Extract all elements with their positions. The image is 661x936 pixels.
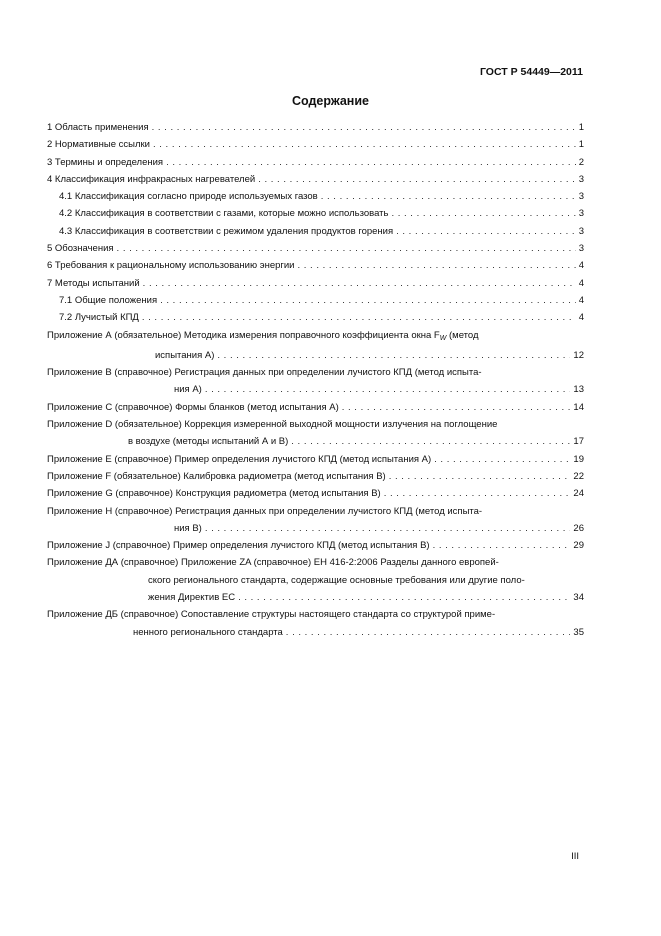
toc-appendix-db[interactable] xyxy=(47,606,584,641)
appendix-continuation: ненного регионального стандарта xyxy=(133,626,283,638)
toc-entry[interactable] xyxy=(47,188,584,205)
toc-entry-page: 3 xyxy=(578,191,584,203)
appendix-title-end: (метод xyxy=(446,329,479,341)
leader-dots xyxy=(142,309,576,326)
toc-entry-page: 22 xyxy=(573,470,584,482)
toc-entry-page: 14 xyxy=(573,401,584,413)
toc-appendix-da[interactable] xyxy=(47,554,584,606)
toc-entry-page: 3 xyxy=(578,243,584,255)
leader-dots xyxy=(205,520,571,537)
toc-appendix-a[interactable] xyxy=(47,327,584,365)
toc-entry[interactable] xyxy=(47,309,584,326)
appendix-title: Приложение С (справочное) Формы бланков (метод испытания А) xyxy=(47,401,339,413)
toc-appendix-j[interactable] xyxy=(47,537,584,554)
appendix-continuation: ского регионального стандарта, содержащие основные требования или другие поло- xyxy=(148,574,525,586)
appendix-title: Приложение E (справочное) Пример определения лучистого КПД (метод испытания А) xyxy=(47,453,432,465)
leader-dots xyxy=(391,205,575,222)
toc-appendix-f[interactable] xyxy=(47,468,584,485)
toc-entry-page: 26 xyxy=(573,522,584,534)
toc-entry-page: 1 xyxy=(578,122,584,133)
appendix-subscript: W xyxy=(439,334,447,342)
toc-entry-page: 13 xyxy=(573,384,584,396)
toc-entry-page: 4 xyxy=(578,294,584,306)
page-number: III xyxy=(571,851,579,862)
document-id: ГОСТ Р 54449—2011 xyxy=(479,66,583,78)
toc-entry[interactable] xyxy=(47,257,584,274)
leader-dots xyxy=(166,154,576,171)
leader-dots xyxy=(217,347,570,364)
toc-entry[interactable] xyxy=(47,136,584,153)
toc-appendix-c[interactable] xyxy=(47,399,584,416)
toc-entry-page: 2 xyxy=(578,156,584,168)
toc-entry[interactable] xyxy=(47,205,584,222)
toc-entry-label: 4 Классификация инфракрасных нагревателей xyxy=(47,173,256,185)
toc-entry-page: 3 xyxy=(578,225,584,237)
toc-entry[interactable] xyxy=(47,171,584,188)
toc-entry-page: 34 xyxy=(573,592,584,604)
toc-entry-label: 7 Методы испытаний xyxy=(47,277,140,289)
toc-entry-label: 3 Термины и определения xyxy=(47,156,164,168)
toc-entry-page: 24 xyxy=(573,488,584,500)
appendix-title: Приложение F (обязательное) Калибровка радиометра (метод испытания В) xyxy=(47,470,386,482)
leader-dots xyxy=(342,399,571,416)
toc-entry-page: 4 xyxy=(578,312,584,324)
toc-entry[interactable] xyxy=(47,223,584,240)
toc-appendix-e[interactable] xyxy=(47,451,584,468)
leader-dots xyxy=(389,468,571,485)
leader-dots xyxy=(258,171,576,188)
appendix-title: Приложение А (обязательное) Методика измерения поправочного коэффициента окна F xyxy=(47,329,440,341)
appendix-title: Приложение J (справочное) Пример определения лучистого КПД (метод испытания В) xyxy=(47,540,430,552)
toc-entry-page: 1 xyxy=(578,139,584,151)
toc-entry-label: 6 Требования к рациональному использованию энергии xyxy=(47,260,295,272)
toc-entry-page: 35 xyxy=(573,626,584,638)
appendix-continuation: в воздухе (методы испытаний А и В) xyxy=(128,436,289,448)
appendix-continuation: ния А) xyxy=(174,384,202,396)
appendix-title: Приложение В (справочное) Регистрация данных при определении лучистого КПД (метод испыта- xyxy=(47,367,482,379)
appendix-continuation: ния В) xyxy=(174,522,202,534)
leader-dots xyxy=(153,136,576,153)
appendix-continuation: испытания А) xyxy=(155,349,215,361)
appendix-title: Приложение D (обязательное) Коррекция измеренной выходной мощности излучения на поглощение xyxy=(47,419,498,431)
toc-appendix-d[interactable] xyxy=(47,416,584,451)
leader-dots xyxy=(152,119,576,136)
toc-entry-page: 29 xyxy=(573,540,584,552)
appendix-title: Приложение H (справочное) Регистрация данных при определении лучистого КПД (метод испыта- xyxy=(47,505,483,517)
toc-entry-page: 4 xyxy=(578,260,584,272)
leader-dots xyxy=(205,381,571,398)
appendix-title: Приложение G (справочное) Конструкция радиометра (метод испытания В) xyxy=(47,488,381,500)
toc-entry-page: 3 xyxy=(578,173,584,185)
toc-entry-label: 7.2 Лучистый КПД xyxy=(59,312,139,324)
toc-entry[interactable] xyxy=(47,119,584,136)
leader-dots xyxy=(238,589,570,606)
leader-dots xyxy=(321,188,576,205)
toc-entry[interactable] xyxy=(47,154,584,171)
appendix-continuation: жения Директив ЕС xyxy=(148,592,236,604)
toc-entry-page: 17 xyxy=(573,436,584,448)
toc-entry[interactable] xyxy=(47,292,584,309)
toc-entry[interactable] xyxy=(47,240,584,257)
leader-dots xyxy=(298,257,576,274)
page-title: Содержание xyxy=(291,94,369,108)
leader-dots xyxy=(117,240,576,257)
leader-dots xyxy=(384,485,571,502)
toc-entry-page: 19 xyxy=(573,453,584,465)
toc-appendix-h[interactable] xyxy=(47,503,584,538)
toc-appendix-b[interactable] xyxy=(47,364,584,399)
leader-dots xyxy=(291,433,570,450)
toc-entry-label: 1 Область применения xyxy=(47,122,149,133)
toc-entry-page: 3 xyxy=(578,208,584,220)
toc-entry-label: 4.3 Классификация в соответствии с режимом удаления продуктов горения xyxy=(59,225,394,237)
toc-entry-page: 12 xyxy=(573,349,584,361)
leader-dots xyxy=(396,223,576,240)
leader-dots xyxy=(434,451,570,468)
table-of-contents xyxy=(47,119,584,641)
appendix-title: Приложение ДБ (справочное) Сопоставление структуры настоящего стандарта со структурой приме- xyxy=(47,609,496,621)
toc-appendix-g[interactable] xyxy=(47,485,584,502)
toc-entry-label: 5 Обозначения xyxy=(47,243,114,255)
toc-entry-label: 4.1 Классификация согласно природе используемых газов xyxy=(59,191,318,203)
toc-entry-page: 4 xyxy=(578,277,584,289)
toc-entry[interactable] xyxy=(47,275,584,292)
leader-dots xyxy=(143,275,576,292)
leader-dots xyxy=(160,292,576,309)
leader-dots xyxy=(286,624,571,641)
appendix-title: Приложение ДА (справочное) Приложение ZA (справочное) ЕН 416-2:2006 Разделы данного европей- xyxy=(47,557,499,569)
toc-entry-label: 7.1 Общие положения xyxy=(59,294,158,306)
leader-dots xyxy=(433,537,571,554)
toc-entry-label: 2 Нормативные ссылки xyxy=(47,139,150,151)
toc-entry-label: 4.2 Классификация в соответствии с газами, которые можно использовать xyxy=(59,208,389,220)
